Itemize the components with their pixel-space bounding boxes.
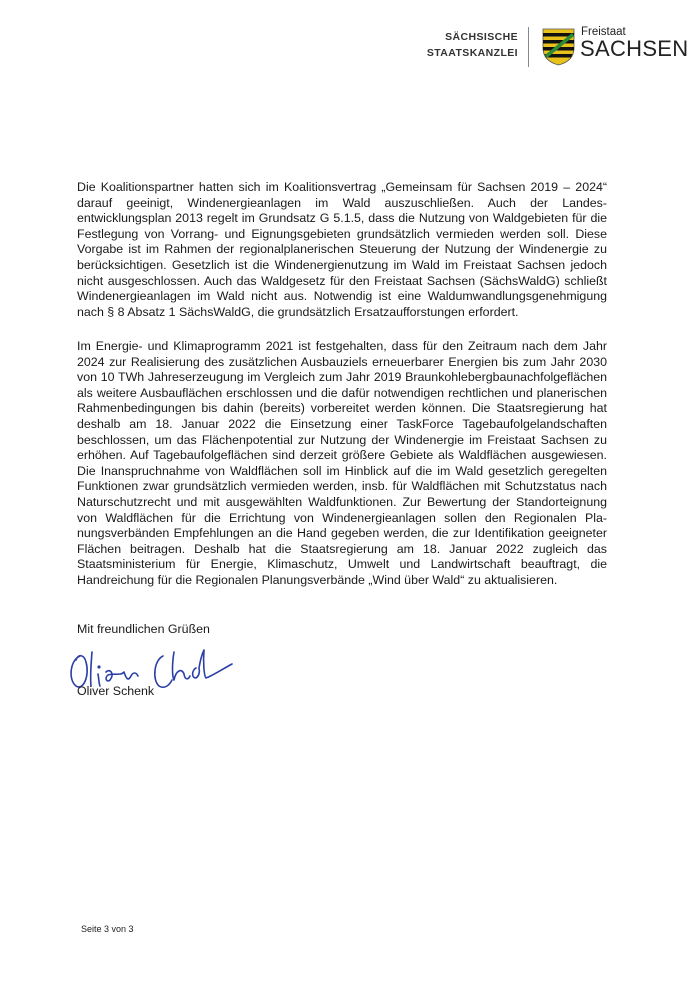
body-paragraph-1: Die Koalitionspartner hatten sich im Koalitionsvertrag „Gemeinsam für Sachsen 2019 – 2024“ darauf geeinigt, Windenergieanlagen im Wald auszuschließen. Auch der Landesentwicklungsplan 2013 regelt im Grundsatz G 5.1.5, dass die Nutzung von Waldgebieten für die Festlegung von Vorrang- und Eignungsgebieten grundsätzlich vermieden werden soll. Diese Vorgabe ist im Rahmen der regionalplanerischen Steuerung der Nutzung der Windenergie zu berücksichtigen. Gesetzlich ist die Windenergienutzung im Wald im Freistaat Sachsen jedoch nicht ausgeschlossen. Auch das Waldgesetz für den Freistaat Sachsen (SächsWaldG) schließt Windenergieanlagen im Wald nicht aus. Notwendig ist eine Waldumwandlungsgenehmigung nach § 8 Absatz 1 SächsWaldG, die grundsätzlich Ersatzaufforstungen erfordert. [77,180,607,319]
state-name-small: Freistaat [581,26,626,38]
closing-greeting: Mit freundlichen Grüßen [77,622,210,636]
state-name-big: SACHSEN [580,36,689,61]
header-divider [528,27,529,67]
page-number: Seite 3 von 3 [81,924,134,934]
ministry-name [427,29,518,61]
signer-name: Oliver Schenk [77,684,155,698]
body-paragraph-2: Im Energie- und Klimaprogramm 2021 ist festgehalten, dass für den Zeitraum nach dem Jahr 2024 zur Realisierung des zusätzlichen Ausbauziels erneuerbarer Energien bis zum Jahr 2030 von 10 TWh Jahreserzeugung im Vergleich zum Jahr 2019 Braunkohlebergbaunachfolgeflächen als weitere Ausbauflächen erschlossen und die dafür notwendigen rechtlichen und planerischen Rahmenbedingungen bis dahin (bereits) vorbereitet werden können. Die Staatsregierung hat deshalb am 18. Januar 2022 die Einsetzung einer TaskForce Tagebaufolgelandschaften beschlossen, um das Flächenpotential zur Nutzung der Windenergie im Freistaat Sachsen zu erhöhen. Auf Tagebaufolgeflächen sind derzeit größere Gebiete als Waldflächen ausgewiesen. Die Inanspruchnahme von Waldflächen soll im Hinblick auf die im Wald gesetzlich geregelten Funktionen zwar grundsätzlich vermieden werden, insb. für Waldflächen mit Schutzstatus nach Naturschutzrecht und mit ausgewählten Waldfunktionen. Zur Bewertung der Standorteignung von Waldflächen für die Errichtung von Windenergieanlagen sollen den Regionalen Planungsverbänden Empfehlungen an die Hand gegeben werden, die zur Identifikation geeigneter Flächen beitragen. Deshalb hat die Staatsregierung am 18. Januar 2022 zugleich das Staatsministerium für Energie, Klimaschutz, Umwelt und Landwirtschaft beauftragt, die Handreichung für die Regionalen Planungsverbände „Wind über Wald“ zu aktualisieren. [77,339,607,587]
ministry-name-line1: SÄCHSISCHE [445,31,518,43]
saxony-coat-of-arms-icon [542,28,575,66]
ministry-name-line2: STAATSKANZLEI [426,47,518,59]
